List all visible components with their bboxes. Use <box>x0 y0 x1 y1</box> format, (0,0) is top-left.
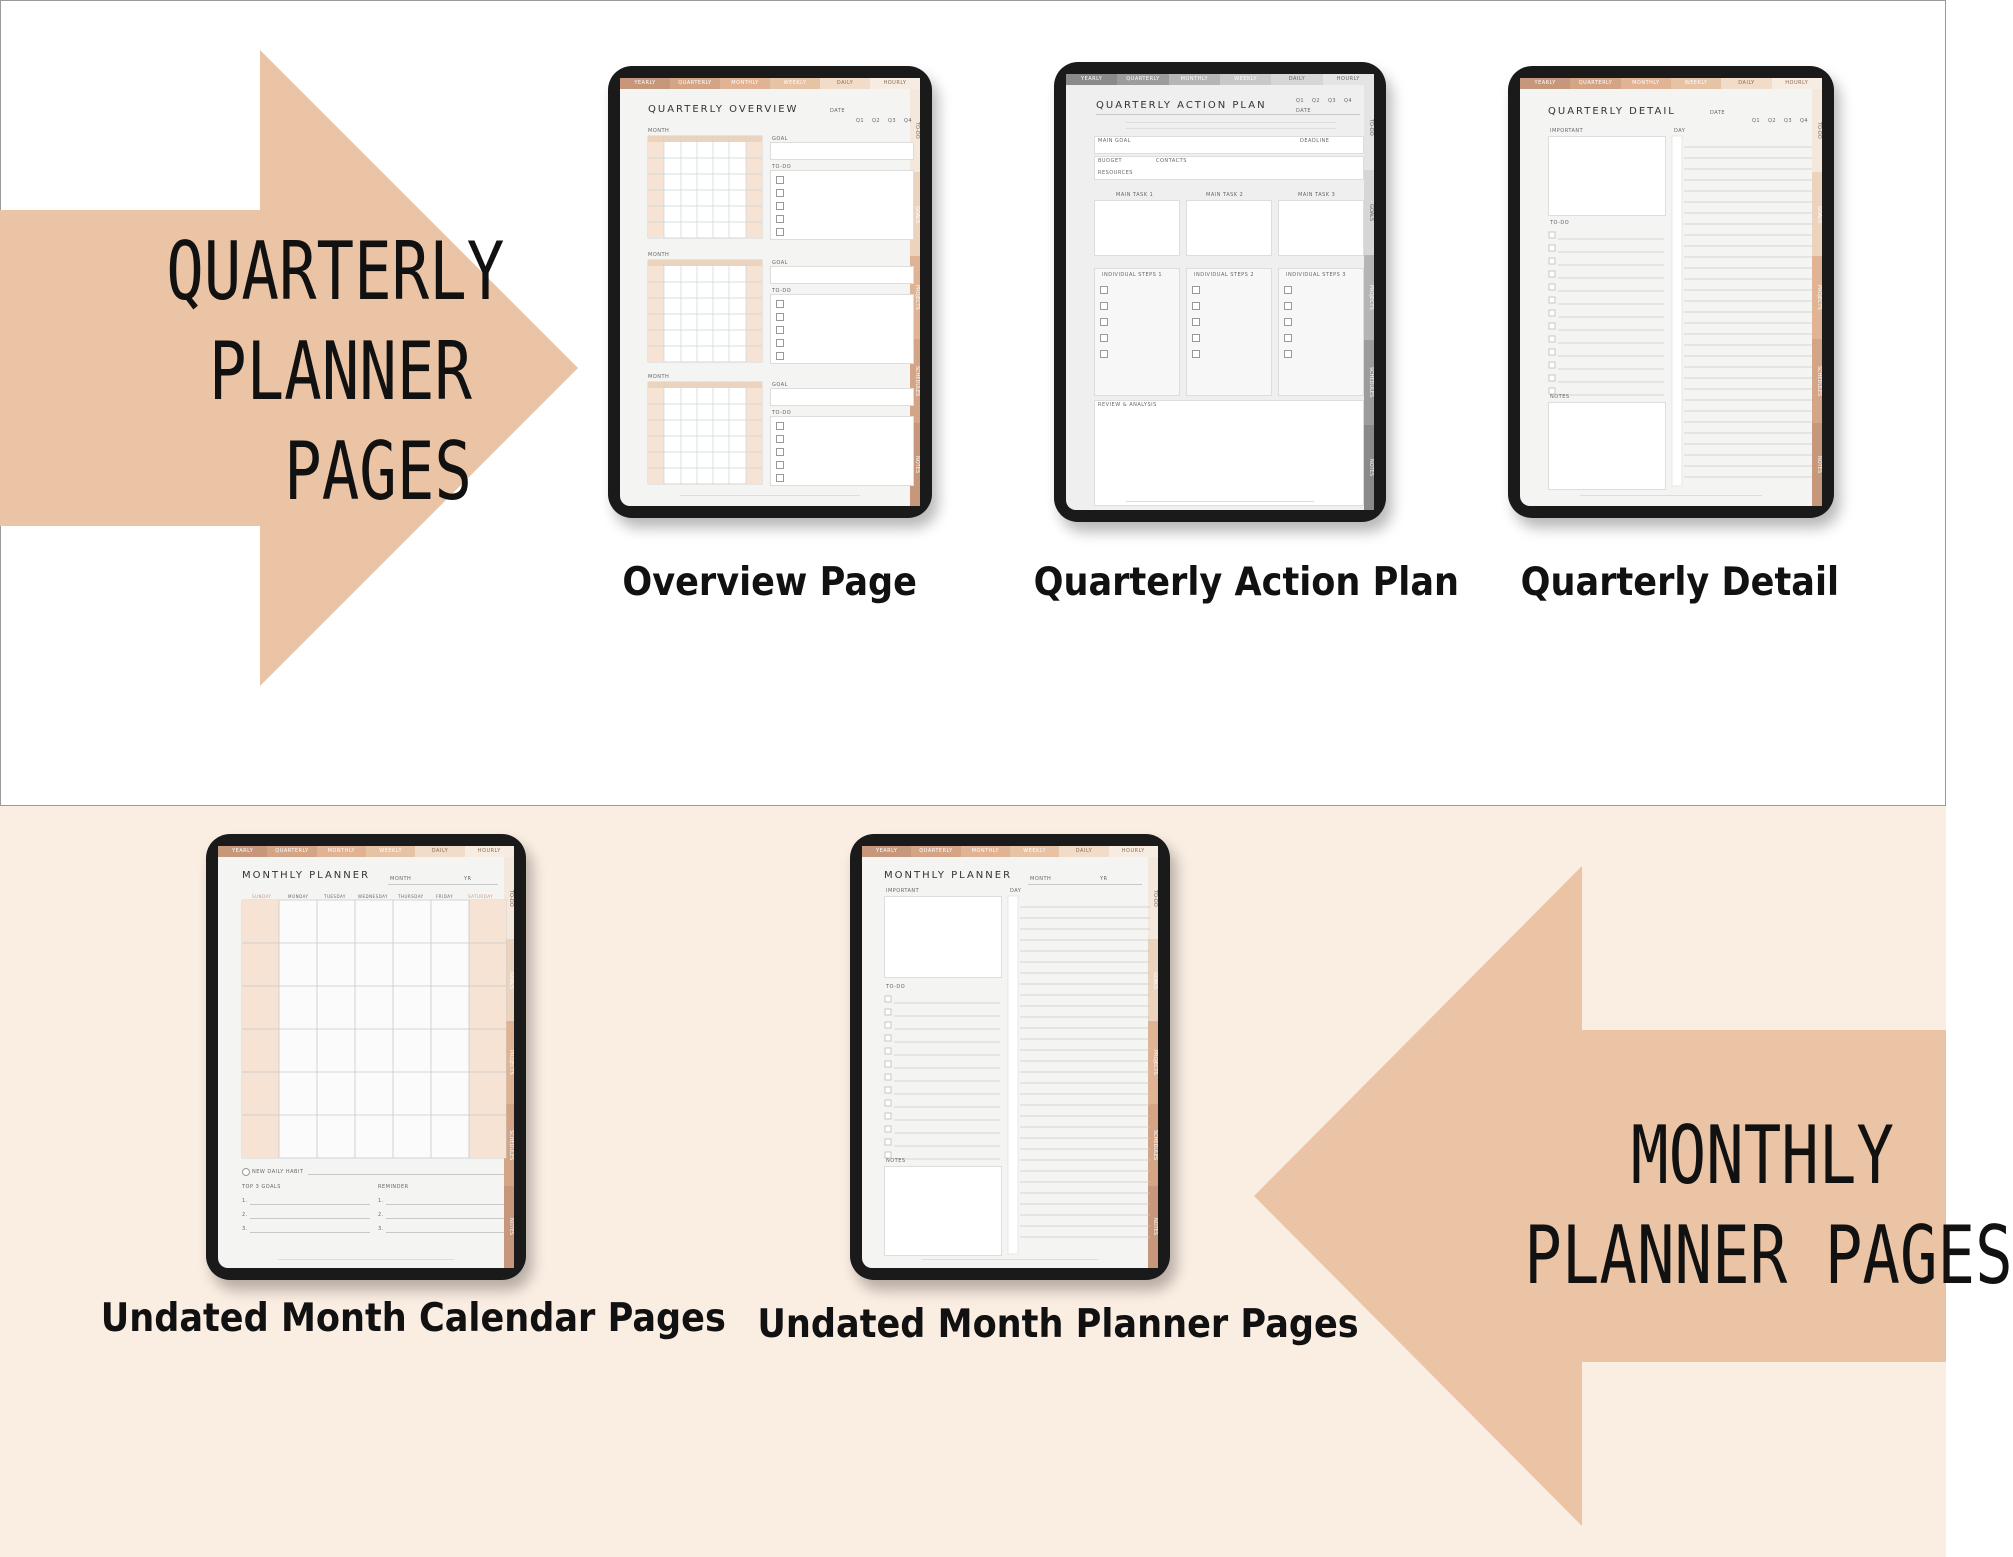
tab-daily[interactable]: DAILY <box>1271 74 1322 85</box>
overview-q4[interactable]: Q4 <box>904 118 913 124</box>
calendar-month-label: MONTH <box>390 876 412 882</box>
tablet-calendar <box>206 834 526 1280</box>
contacts-label: CONTACTS <box>1156 158 1187 164</box>
tab-quarterly[interactable]: QUARTERLY <box>670 78 720 89</box>
tab-daily[interactable]: DAILY <box>415 846 464 857</box>
checkbox[interactable] <box>1100 350 1108 358</box>
reminder-number-2: 2. <box>378 1212 384 1218</box>
side-tab-schedules[interactable]: SCHEDULES <box>910 339 920 422</box>
overview-todo-label-3: TO-DO <box>772 410 792 416</box>
calendar-top-tabs <box>218 846 514 857</box>
month-planner-day-lines <box>1008 896 1150 1254</box>
detail-footer-line <box>1580 495 1762 496</box>
detail-q3[interactable]: Q3 <box>1784 118 1793 124</box>
side-tab-todo[interactable]: TO-DO <box>1364 85 1374 170</box>
reminder-number-1: 1. <box>378 1198 384 1204</box>
steps-1-label: INDIVIDUAL STEPS 1 <box>1102 272 1163 278</box>
quarterly-banner-line-2: PLANNER <box>209 325 473 418</box>
tab-hourly[interactable]: HOURLY <box>870 78 920 89</box>
detail-caption-text: Quarterly Detail <box>1520 560 1840 605</box>
checkbox[interactable] <box>776 474 784 482</box>
side-tab-projects[interactable]: PROJECTS <box>910 256 920 339</box>
side-tab-goals[interactable]: GOALS <box>504 939 514 1021</box>
side-tab-goals[interactable]: GOALS <box>1364 170 1374 255</box>
side-tab-notes[interactable]: NOTES <box>1364 425 1374 510</box>
main-task-3-label: MAIN TASK 3 <box>1298 192 1336 198</box>
month-planner-notes-box[interactable] <box>884 1166 1002 1256</box>
action-plan-q4[interactable]: Q4 <box>1344 98 1353 104</box>
month-planner-todo-label: TO-DO <box>886 984 906 990</box>
calendar-habit-label: NEW DAILY HABIT <box>252 1169 304 1175</box>
overview-todo-box-2[interactable] <box>770 294 914 364</box>
tablet-overview <box>608 66 932 518</box>
overview-goal-box-2[interactable] <box>770 266 914 284</box>
month-planner-day-label: DAY <box>1010 888 1022 894</box>
action-plan-intro-line <box>1126 122 1336 123</box>
checkbox[interactable] <box>1100 318 1108 326</box>
side-tab-todo[interactable]: TO-DO <box>1812 89 1822 172</box>
tab-weekly[interactable]: WEEKLY <box>770 78 820 89</box>
overview-goal-label-3: GOAL <box>772 382 788 388</box>
overview-goal-label-2: GOAL <box>772 260 788 266</box>
checkbox[interactable] <box>1284 286 1292 294</box>
overview-q2[interactable]: Q2 <box>872 118 881 124</box>
tab-yearly[interactable]: YEARLY <box>1066 74 1117 85</box>
tab-yearly[interactable]: YEARLY <box>218 846 267 857</box>
calendar-reminder-label: REMINDER <box>378 1184 409 1190</box>
goal-line[interactable] <box>250 1232 370 1233</box>
side-tab-schedules[interactable]: SCHEDULES <box>1812 339 1822 422</box>
side-tab-notes[interactable]: NOTES <box>504 1186 514 1268</box>
side-tab-notes[interactable]: NOTES <box>1812 423 1822 506</box>
tab-weekly[interactable]: WEEKLY <box>1671 78 1721 89</box>
calendar-day-saturday: SATURDAY <box>468 894 494 899</box>
tab-monthly[interactable]: MONTHLY <box>1621 78 1671 89</box>
overview-todo-label-1: TO-DO <box>772 164 792 170</box>
checkbox[interactable] <box>1284 350 1292 358</box>
main-task-2-label: MAIN TASK 2 <box>1206 192 1244 198</box>
calendar-year-label: YR <box>464 876 472 882</box>
tab-hourly[interactable]: HOURLY <box>1109 846 1158 857</box>
checkbox[interactable] <box>1284 318 1292 326</box>
side-tab-schedules[interactable]: SCHEDULES <box>1364 340 1374 425</box>
month-planner-todo-list <box>884 992 1002 1164</box>
detail-side-tabs <box>1812 89 1822 506</box>
tab-monthly[interactable]: MONTHLY <box>1169 74 1220 85</box>
tab-daily[interactable]: DAILY <box>820 78 870 89</box>
main-goal-label: MAIN GOAL <box>1098 138 1131 144</box>
checkbox[interactable] <box>776 352 784 360</box>
checkbox[interactable] <box>1192 350 1200 358</box>
calendar-day-monday: MONDAY <box>288 894 309 899</box>
tab-yearly[interactable]: YEARLY <box>620 78 670 89</box>
tab-weekly[interactable]: WEEKLY <box>366 846 415 857</box>
detail-title: QUARTERLY DETAIL <box>1548 106 1676 117</box>
reminder-number-3: 3. <box>378 1226 384 1232</box>
tab-hourly[interactable]: HOURLY <box>1323 74 1374 85</box>
overview-q3[interactable]: Q3 <box>888 118 897 124</box>
action-plan-q1[interactable]: Q1 <box>1296 98 1305 104</box>
calendar-caption-text: Undated Month Calendar Pages <box>100 1296 726 1341</box>
overview-title: QUARTERLY OVERVIEW <box>648 104 799 115</box>
checkbox[interactable] <box>776 435 784 443</box>
detail-q1[interactable]: Q1 <box>1752 118 1761 124</box>
tab-weekly[interactable]: WEEKLY <box>1010 846 1059 857</box>
side-tab-schedules[interactable]: SCHEDULES <box>504 1104 514 1186</box>
checkbox[interactable] <box>776 189 784 197</box>
side-tab-projects[interactable]: PROJECTS <box>1148 1021 1158 1103</box>
tab-monthly[interactable]: MONTHLY <box>317 846 366 857</box>
detail-notes-box[interactable] <box>1548 402 1666 490</box>
month-planner-notes-label: NOTES <box>886 1158 906 1164</box>
checkbox[interactable] <box>776 461 784 469</box>
reminder-line[interactable] <box>386 1204 504 1205</box>
detail-top-tabs <box>1520 78 1822 89</box>
overview-screen <box>620 78 920 506</box>
side-tab-todo[interactable]: TO-DO <box>1148 857 1158 939</box>
detail-q4[interactable]: Q4 <box>1800 118 1809 124</box>
goal-line[interactable] <box>250 1218 370 1219</box>
overview-goal-label-1: GOAL <box>772 136 788 142</box>
detail-important-box[interactable] <box>1548 136 1666 216</box>
detail-q2[interactable]: Q2 <box>1768 118 1777 124</box>
tab-quarterly[interactable]: QUARTERLY <box>911 846 960 857</box>
tab-daily[interactable]: DAILY <box>1721 78 1771 89</box>
checkbox[interactable] <box>776 313 784 321</box>
tab-monthly[interactable]: MONTHLY <box>720 78 770 89</box>
overview-month-grid-1 <box>648 136 762 238</box>
budget-label: BUDGET <box>1098 158 1123 164</box>
tablet-action-plan <box>1054 62 1386 522</box>
overview-footer-line <box>680 495 860 496</box>
overview-month-label-1: MONTH <box>648 128 670 134</box>
checkbox[interactable] <box>1284 334 1292 342</box>
calendar-day-tuesday: TUESDAY <box>324 894 346 899</box>
overview-caption-text: Overview Page <box>622 560 918 605</box>
reminder-line[interactable] <box>386 1232 504 1233</box>
side-tab-todo[interactable]: TO-DO <box>910 89 920 172</box>
checkbox[interactable] <box>776 422 784 430</box>
month-planner-top-tabs <box>862 846 1158 857</box>
month-planner-caption <box>724 1302 1359 1347</box>
goal-number-2: 2. <box>242 1212 248 1218</box>
tab-weekly[interactable]: WEEKLY <box>1220 74 1271 85</box>
detail-screen <box>1520 78 1822 506</box>
review-box[interactable] <box>1094 400 1364 506</box>
checkbox[interactable] <box>776 448 784 456</box>
detail-todo-label: TO-DO <box>1550 220 1570 226</box>
overview-month-grid-3 <box>648 382 762 484</box>
checkbox[interactable] <box>1192 334 1200 342</box>
action-plan-q3[interactable]: Q3 <box>1328 98 1337 104</box>
calendar-day-thursday: THURSDAY <box>398 894 424 899</box>
calendar-month-grid <box>242 900 506 1158</box>
detail-date-label: DATE <box>1710 110 1726 116</box>
action-plan-top-tabs <box>1066 74 1374 85</box>
goal-line[interactable] <box>250 1204 370 1205</box>
checkbox[interactable] <box>776 228 784 236</box>
month-planner-caption-text: Undated Month Planner Pages <box>757 1302 1359 1347</box>
action-plan-title: QUARTERLY ACTION PLAN <box>1096 100 1267 111</box>
action-plan-title-rule <box>1096 114 1360 115</box>
habit-checkbox[interactable] <box>242 1168 250 1176</box>
tablet-month-planner <box>850 834 1170 1280</box>
checkbox[interactable] <box>1284 302 1292 310</box>
side-tab-todo[interactable]: TO-DO <box>504 857 514 939</box>
action-plan-screen <box>1066 74 1374 510</box>
checkbox[interactable] <box>1192 286 1200 294</box>
overview-top-tabs <box>620 78 920 89</box>
calendar-month-rule <box>388 884 498 885</box>
action-plan-footer-line <box>1126 501 1314 502</box>
side-tab-goals[interactable]: GOALS <box>910 172 920 255</box>
checkbox[interactable] <box>1100 302 1108 310</box>
steps-2-label: INDIVIDUAL STEPS 2 <box>1194 272 1255 278</box>
checkbox[interactable] <box>776 326 784 334</box>
calendar-habit-rule <box>308 1174 504 1175</box>
overview-date-label: DATE <box>830 108 846 114</box>
steps-3-label: INDIVIDUAL STEPS 3 <box>1286 272 1347 278</box>
checkbox[interactable] <box>776 300 784 308</box>
quarterly-banner-line-3: PAGES <box>284 425 472 518</box>
checkbox[interactable] <box>776 215 784 223</box>
month-planner-important-label: IMPORTANT <box>886 888 920 894</box>
monthly-banner-line-1: MONTHLY <box>1631 1109 1894 1202</box>
review-label: REVIEW & ANALYSIS <box>1098 402 1157 408</box>
side-tab-projects[interactable]: PROJECTS <box>1364 255 1374 340</box>
tab-quarterly[interactable]: QUARTERLY <box>1570 78 1620 89</box>
calendar-goals-label: TOP 3 GOALS <box>242 1184 281 1190</box>
deadline-label: DEADLINE <box>1300 138 1330 144</box>
tablet-detail <box>1508 66 1834 518</box>
main-task-1-box[interactable] <box>1094 200 1180 256</box>
month-planner-important-box[interactable] <box>884 896 1002 978</box>
side-tab-projects[interactable]: PROJECTS <box>1812 256 1822 339</box>
action-plan-caption <box>1010 560 1460 605</box>
overview-caption <box>560 560 980 605</box>
tab-quarterly[interactable]: QUARTERLY <box>267 846 316 857</box>
goal-number-3: 3. <box>242 1226 248 1232</box>
goal-number-1: 1. <box>242 1198 248 1204</box>
calendar-title: MONTHLY PLANNER <box>242 870 371 881</box>
budget-field[interactable] <box>1094 156 1364 180</box>
main-task-2-box[interactable] <box>1186 200 1272 256</box>
action-plan-caption-text: Quarterly Action Plan <box>1033 560 1460 605</box>
overview-todo-box-1[interactable] <box>770 170 914 240</box>
month-planner-month-label: MONTH <box>1030 876 1052 882</box>
tab-yearly[interactable]: YEARLY <box>1520 78 1570 89</box>
checkbox[interactable] <box>776 176 784 184</box>
detail-day-lines <box>1672 136 1812 486</box>
tab-hourly[interactable]: HOURLY <box>1772 78 1822 89</box>
side-tab-goals[interactable]: GOALS <box>1812 172 1822 255</box>
detail-day-label: DAY <box>1674 128 1686 134</box>
overview-month-grid-2 <box>648 260 762 362</box>
calendar-day-friday: FRIDAY <box>436 894 454 899</box>
action-plan-q2[interactable]: Q2 <box>1312 98 1321 104</box>
month-planner-footer-line <box>922 1259 1098 1260</box>
month-planner-month-rule <box>1028 884 1142 885</box>
monthly-banner <box>1524 1106 2013 1306</box>
overview-goal-box-1[interactable] <box>770 142 914 160</box>
resources-label: RESOURCES <box>1098 170 1133 176</box>
calendar-caption <box>66 1296 726 1341</box>
checkbox[interactable] <box>776 339 784 347</box>
month-planner-title: MONTHLY PLANNER <box>884 870 1013 881</box>
action-plan-intro-line <box>1126 128 1336 129</box>
calendar-day-wednesday: WEDNESDAY <box>358 894 388 899</box>
side-tab-projects[interactable]: PROJECTS <box>504 1021 514 1103</box>
tab-yearly[interactable]: YEARLY <box>862 846 911 857</box>
detail-todo-list <box>1548 228 1666 408</box>
detail-caption <box>1500 560 1860 605</box>
checkbox[interactable] <box>1192 302 1200 310</box>
overview-goal-box-3[interactable] <box>770 388 914 406</box>
action-plan-side-tabs <box>1364 85 1374 510</box>
checkbox[interactable] <box>1100 286 1108 294</box>
detail-important-label: IMPORTANT <box>1550 128 1584 134</box>
reminder-line[interactable] <box>386 1218 504 1219</box>
calendar-screen <box>218 846 514 1268</box>
overview-q1[interactable]: Q1 <box>856 118 865 124</box>
checkbox[interactable] <box>776 202 784 210</box>
quarterly-banner-line-1: QUARTERLY <box>166 225 505 318</box>
side-tab-notes[interactable]: NOTES <box>1148 1186 1158 1268</box>
side-tab-goals[interactable]: GOALS <box>1148 939 1158 1021</box>
main-task-1-label: MAIN TASK 1 <box>1116 192 1154 198</box>
overview-month-label-3: MONTH <box>648 374 670 380</box>
checkbox[interactable] <box>1192 318 1200 326</box>
quarterly-banner <box>166 222 505 522</box>
overview-month-label-2: MONTH <box>648 252 670 258</box>
calendar-day-sunday: SUNDAY <box>252 894 272 899</box>
overview-todo-box-3[interactable] <box>770 416 914 486</box>
tab-monthly[interactable]: MONTHLY <box>961 846 1010 857</box>
checkbox[interactable] <box>1100 334 1108 342</box>
side-tab-schedules[interactable]: SCHEDULES <box>1148 1104 1158 1186</box>
side-tab-notes[interactable]: NOTES <box>910 423 920 506</box>
calendar-footer-line <box>278 1259 454 1260</box>
tab-quarterly[interactable]: QUARTERLY <box>1117 74 1168 85</box>
action-plan-date-label: DATE <box>1296 108 1312 114</box>
detail-notes-label: NOTES <box>1550 394 1570 400</box>
month-planner-year-label: YR <box>1100 876 1108 882</box>
tab-hourly[interactable]: HOURLY <box>465 846 514 857</box>
overview-todo-label-2: TO-DO <box>772 288 792 294</box>
main-task-3-box[interactable] <box>1278 200 1364 256</box>
monthly-banner-line-2: PLANNER PAGES <box>1524 1209 2013 1302</box>
month-planner-screen <box>862 846 1158 1268</box>
tab-daily[interactable]: DAILY <box>1059 846 1108 857</box>
